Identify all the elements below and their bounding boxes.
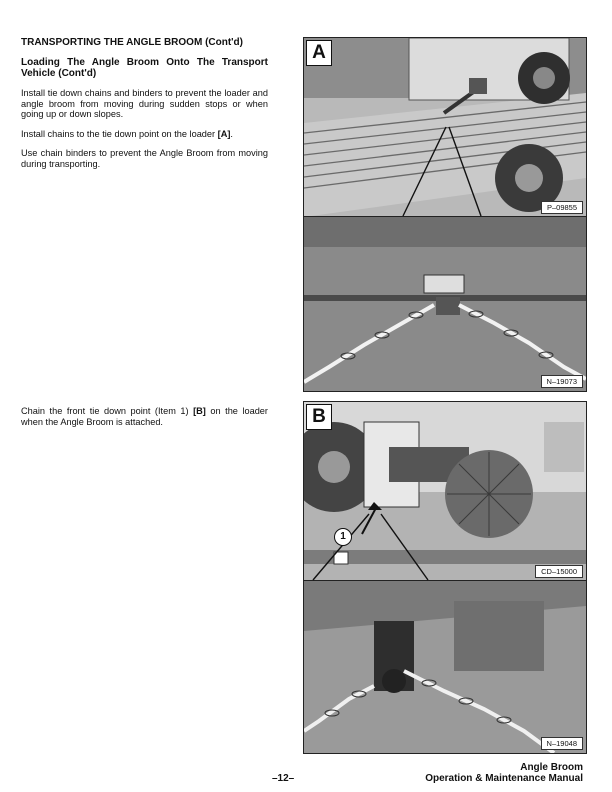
subsection-title: Loading The Angle Broom Onto The Transport Vehicle (Cont'd) — [21, 57, 268, 79]
figure-b-label: B — [306, 404, 332, 430]
manual-title — [425, 762, 583, 784]
figure-b-chain-photo — [303, 580, 587, 754]
figure-a-label: A — [306, 40, 332, 66]
figure-b-zoom-lines — [303, 401, 585, 581]
figure-a-zoom-lines — [303, 37, 585, 217]
page-number: –12– — [272, 773, 295, 784]
pb-end: on the loader when the Angle Broom is attached. — [21, 406, 268, 427]
figure-ref-a: [A] — [217, 128, 231, 139]
section-title: TRANSPORTING THE ANGLE BROOM (Cont'd) — [21, 37, 243, 48]
manual-title-line2: Operation & Maintenance Manual — [425, 773, 583, 784]
chain-closeup-illustration — [304, 217, 586, 391]
photo-code-cd15000: CD–15000 — [535, 565, 583, 578]
paragraph-chain-binders: Use chain binders to prevent the Angle Broom from moving during transporting. — [21, 148, 268, 169]
photo-code-p09855: P–09855 — [541, 201, 583, 214]
instructions-top — [21, 88, 268, 179]
paragraph-front-tie-down — [21, 406, 268, 427]
p2-text: Install chains to the tie down point on the loader — [21, 128, 218, 139]
photo-code-n19073: N–19073 — [541, 375, 583, 388]
instructions-bottom — [21, 406, 268, 436]
figure-ref-b: [B] — [193, 406, 206, 416]
manual-title-line1: Angle Broom — [520, 762, 583, 773]
pb-text: Chain the front tie down point (Item 1) — [21, 406, 194, 416]
callout-item-1: 1 — [334, 528, 352, 546]
p2-end: . — [230, 128, 233, 139]
tie-down-closeup-illustration — [304, 581, 586, 753]
paragraph-install-chains — [21, 129, 268, 140]
figure-a-chain-photo — [303, 216, 587, 392]
paragraph-tie-down-chains: Install tie down chains and binders to prevent the loader and angle broom from moving during sudden stops or when going up or down slopes. — [21, 88, 268, 120]
photo-code-n19048: N–19048 — [541, 737, 583, 750]
